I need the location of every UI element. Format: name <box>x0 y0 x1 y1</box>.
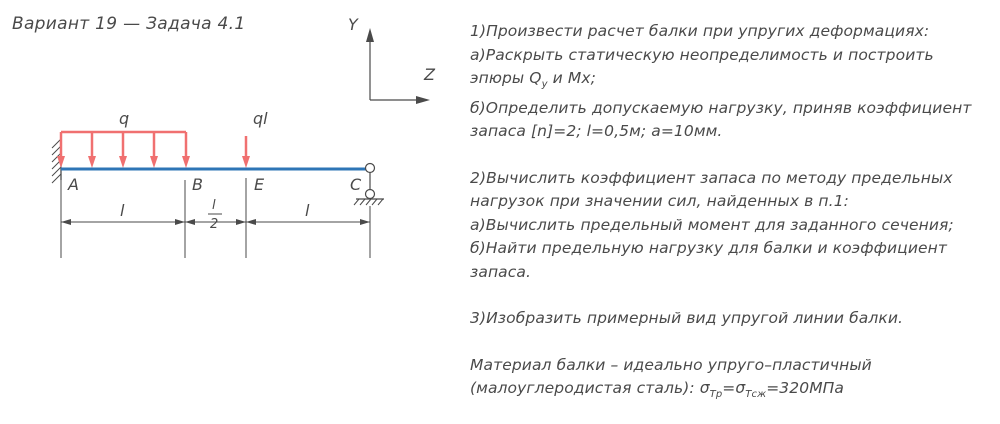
point-label-b: B <box>192 175 203 194</box>
beam-diagram <box>0 0 460 424</box>
task2-line4: б)Найти предельную нагрузку для балки и коэффициент <box>470 239 947 257</box>
task1-b-line2: запаса [n]=2; l=0,5м; a=10мм. <box>470 122 723 140</box>
coordinate-axes <box>348 15 436 104</box>
point-load-ql <box>242 109 268 168</box>
point-label-a: A <box>68 175 79 194</box>
variant-title: Вариант 19 — Задача 4.1 <box>12 14 246 34</box>
sigma-compression-subscript: Тсж <box>745 389 767 400</box>
distributed-load-label: q <box>119 109 130 128</box>
task1-b-line1: б)Определить допускаемую нагрузку, приняв коэффициент <box>470 98 972 117</box>
task2-line1: 2)Вычислить коэффициент запаса по методу предельных <box>470 168 953 187</box>
material-line2 <box>470 377 990 407</box>
task-statement <box>470 20 990 407</box>
material-yield-value: =320МПа <box>766 379 845 397</box>
task2-line3: а)Вычислить предельный момент для заданного сечения; <box>470 215 954 234</box>
distributed-load-q <box>57 109 190 168</box>
hinge-top <box>366 164 375 173</box>
task1-a-line2-tail: и Mx; <box>547 69 596 87</box>
task1-heading: 1)Произвести расчет балки при упругих деформациях: <box>470 22 930 40</box>
point-label-e: E <box>254 175 265 194</box>
sigma-tension-subscript: Тр <box>709 389 723 400</box>
task2-line5: запаса. <box>470 262 532 281</box>
dimension-ec-label: l <box>305 201 310 220</box>
y-axis-arrowhead <box>366 28 374 42</box>
point-load-label: ql <box>253 109 268 128</box>
point-label-c: C <box>350 175 362 194</box>
dimension-ab-label: l <box>120 201 125 220</box>
task2-line2: нагрузок при значении сил, найденных в п.1: <box>470 192 849 210</box>
hinge-bottom <box>366 190 375 199</box>
dimension-be-denominator: 2 <box>210 217 219 232</box>
task1-a-line1: а)Раскрыть статическую неопределимость и построить <box>470 45 934 64</box>
material-equals-sigma: =σ <box>722 379 746 397</box>
task1-a-subscript: y <box>541 79 548 90</box>
dimension-be-numerator: l <box>212 198 216 213</box>
task3-line1: 3)Изобразить примерный вид упругой линии балки. <box>470 309 904 327</box>
z-axis-label: Z <box>424 65 435 84</box>
task1-a-line2 <box>470 67 990 97</box>
task1-a-line2-text: эпюры Q <box>470 69 542 87</box>
y-axis-label: Y <box>348 15 358 34</box>
dimension-lines <box>61 178 370 258</box>
z-axis-arrowhead <box>416 96 430 104</box>
material-line2-text: (малоуглеродистая сталь): σ <box>470 379 710 397</box>
material-line1: Материал балки – идеально упруго–пластичный <box>470 355 872 374</box>
